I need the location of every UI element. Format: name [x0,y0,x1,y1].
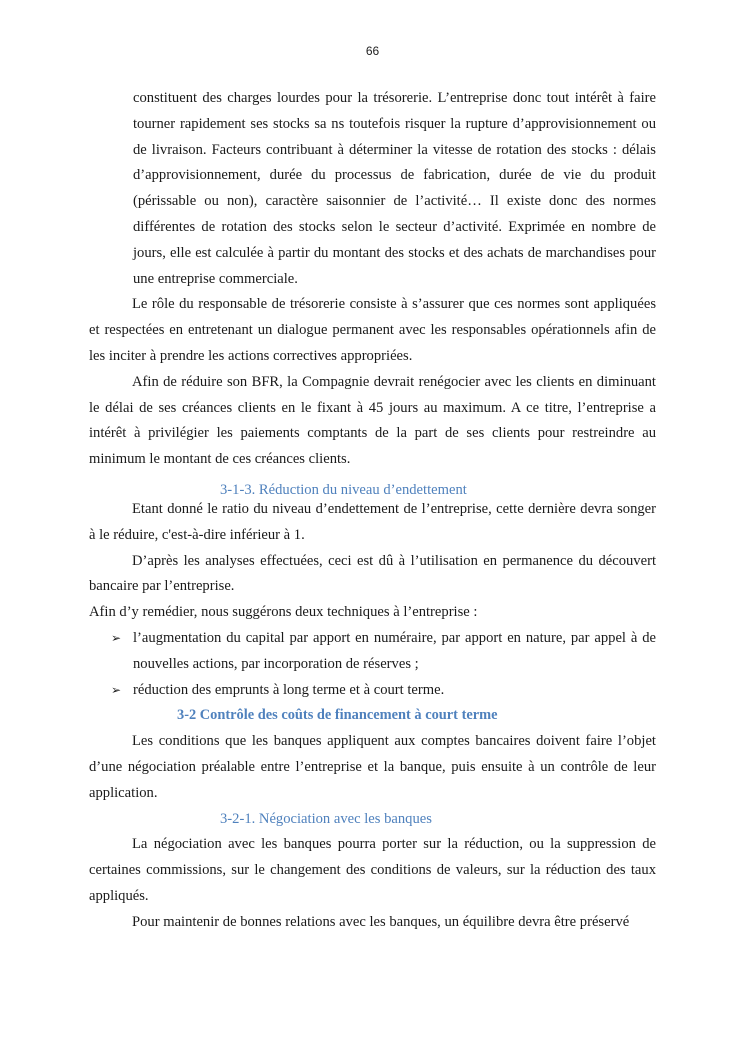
list-item [89,626,656,678]
paragraph-stock-rotation: constituent des charges lourdes pour la trésorerie. L’entreprise donc tout intérêt à faire tourner rapidement ses stocks sa ns toutefois risquer la rupture d’approvisionnement ou de livraison. Facteurs contribuant à déterminer la vitesse de rotation des stocks : délais d’approvisionnement, durée du processus de fabrication, durée de vie du produit (périssable ou non), caractère saisonnier de l’activité… Il existe donc des normes différentes de rotation des stocks selon le secteur d’activité. Exprimée en nombre de jours, elle est calculée à partir du montant des stocks et des achats de marchandises pour une entreprise commerciale. [133,90,656,287]
page-number: 66 [365,44,380,58]
paragraph-overdraft: D’après les analyses effectuées, ceci est dû à l’utilisation en permanence du découvert bancaire par l’entreprise. [89,552,656,595]
paragraph-techniques-intro: Afin d’y remédier, nous suggérons deux techniques à l’entreprise : [89,604,478,621]
heading-bank-negotiation: 3-2-1. Négociation avec les banques [220,810,432,827]
paragraph-negotiation-scope: La négociation avec les banques pourra porter sur la réduction, ou la suppression de certaines commissions, sur le changement des conditions de valeurs, sur la réduction des taux appliqués. [89,836,656,904]
techniques-list [89,626,656,703]
paragraph-reduce-bfr: Afin de réduire son BFR, la Compagnie devrait renégocier avec les clients en diminuant le délai de ses créances clients en le fixant à 45 jours au maximum. A ce titre, l’entreprise a intérêt à privilégier les paiements comptants de la part de ses clients pour restreindre au minimum le montant de ces créances clients. [89,373,656,468]
arrow-bullet-icon: ➢ [111,630,122,645]
list-item-text: l’augmentation du capital par apport en numéraire, par apport en nature, par appel à de nouvelles actions, par incorporation de réserves ; [133,629,656,672]
list-item [89,678,656,704]
arrow-bullet-icon: ➢ [111,682,122,697]
paragraph-debt-ratio: Etant donné le ratio du niveau d’endettement de l’entreprise, cette dernière devra songer à le réduire, c'est-à-dire inférieur à 1. [89,500,656,543]
heading-debt-reduction: 3-1-3. Réduction du niveau d’endettement [220,481,467,498]
list-item-text: réduction des emprunts à long terme et à court terme. [133,681,445,698]
paragraph-bank-relations: Pour maintenir de bonnes relations avec les banques, un équilibre devra être préservé [132,913,630,930]
heading-financing-cost-control: 3-2 Contrôle des coûts de financement à court terme [177,707,498,724]
paragraph-treasurer-role: Le rôle du responsable de trésorerie consiste à s’assurer que ces normes sont appliquées et respectées en entretenant un dialogue permanent avec les responsables opérationnels afin de les inciter à prendre les actions correctives appropriées. [89,296,656,364]
paragraph-bank-conditions: Les conditions que les banques appliquent aux comptes bancaires doivent faire l’objet d’une négociation préalable entre l’entreprise et la banque, puis ensuite à un contrôle de leur application. [89,733,656,801]
document-body [89,86,656,936]
